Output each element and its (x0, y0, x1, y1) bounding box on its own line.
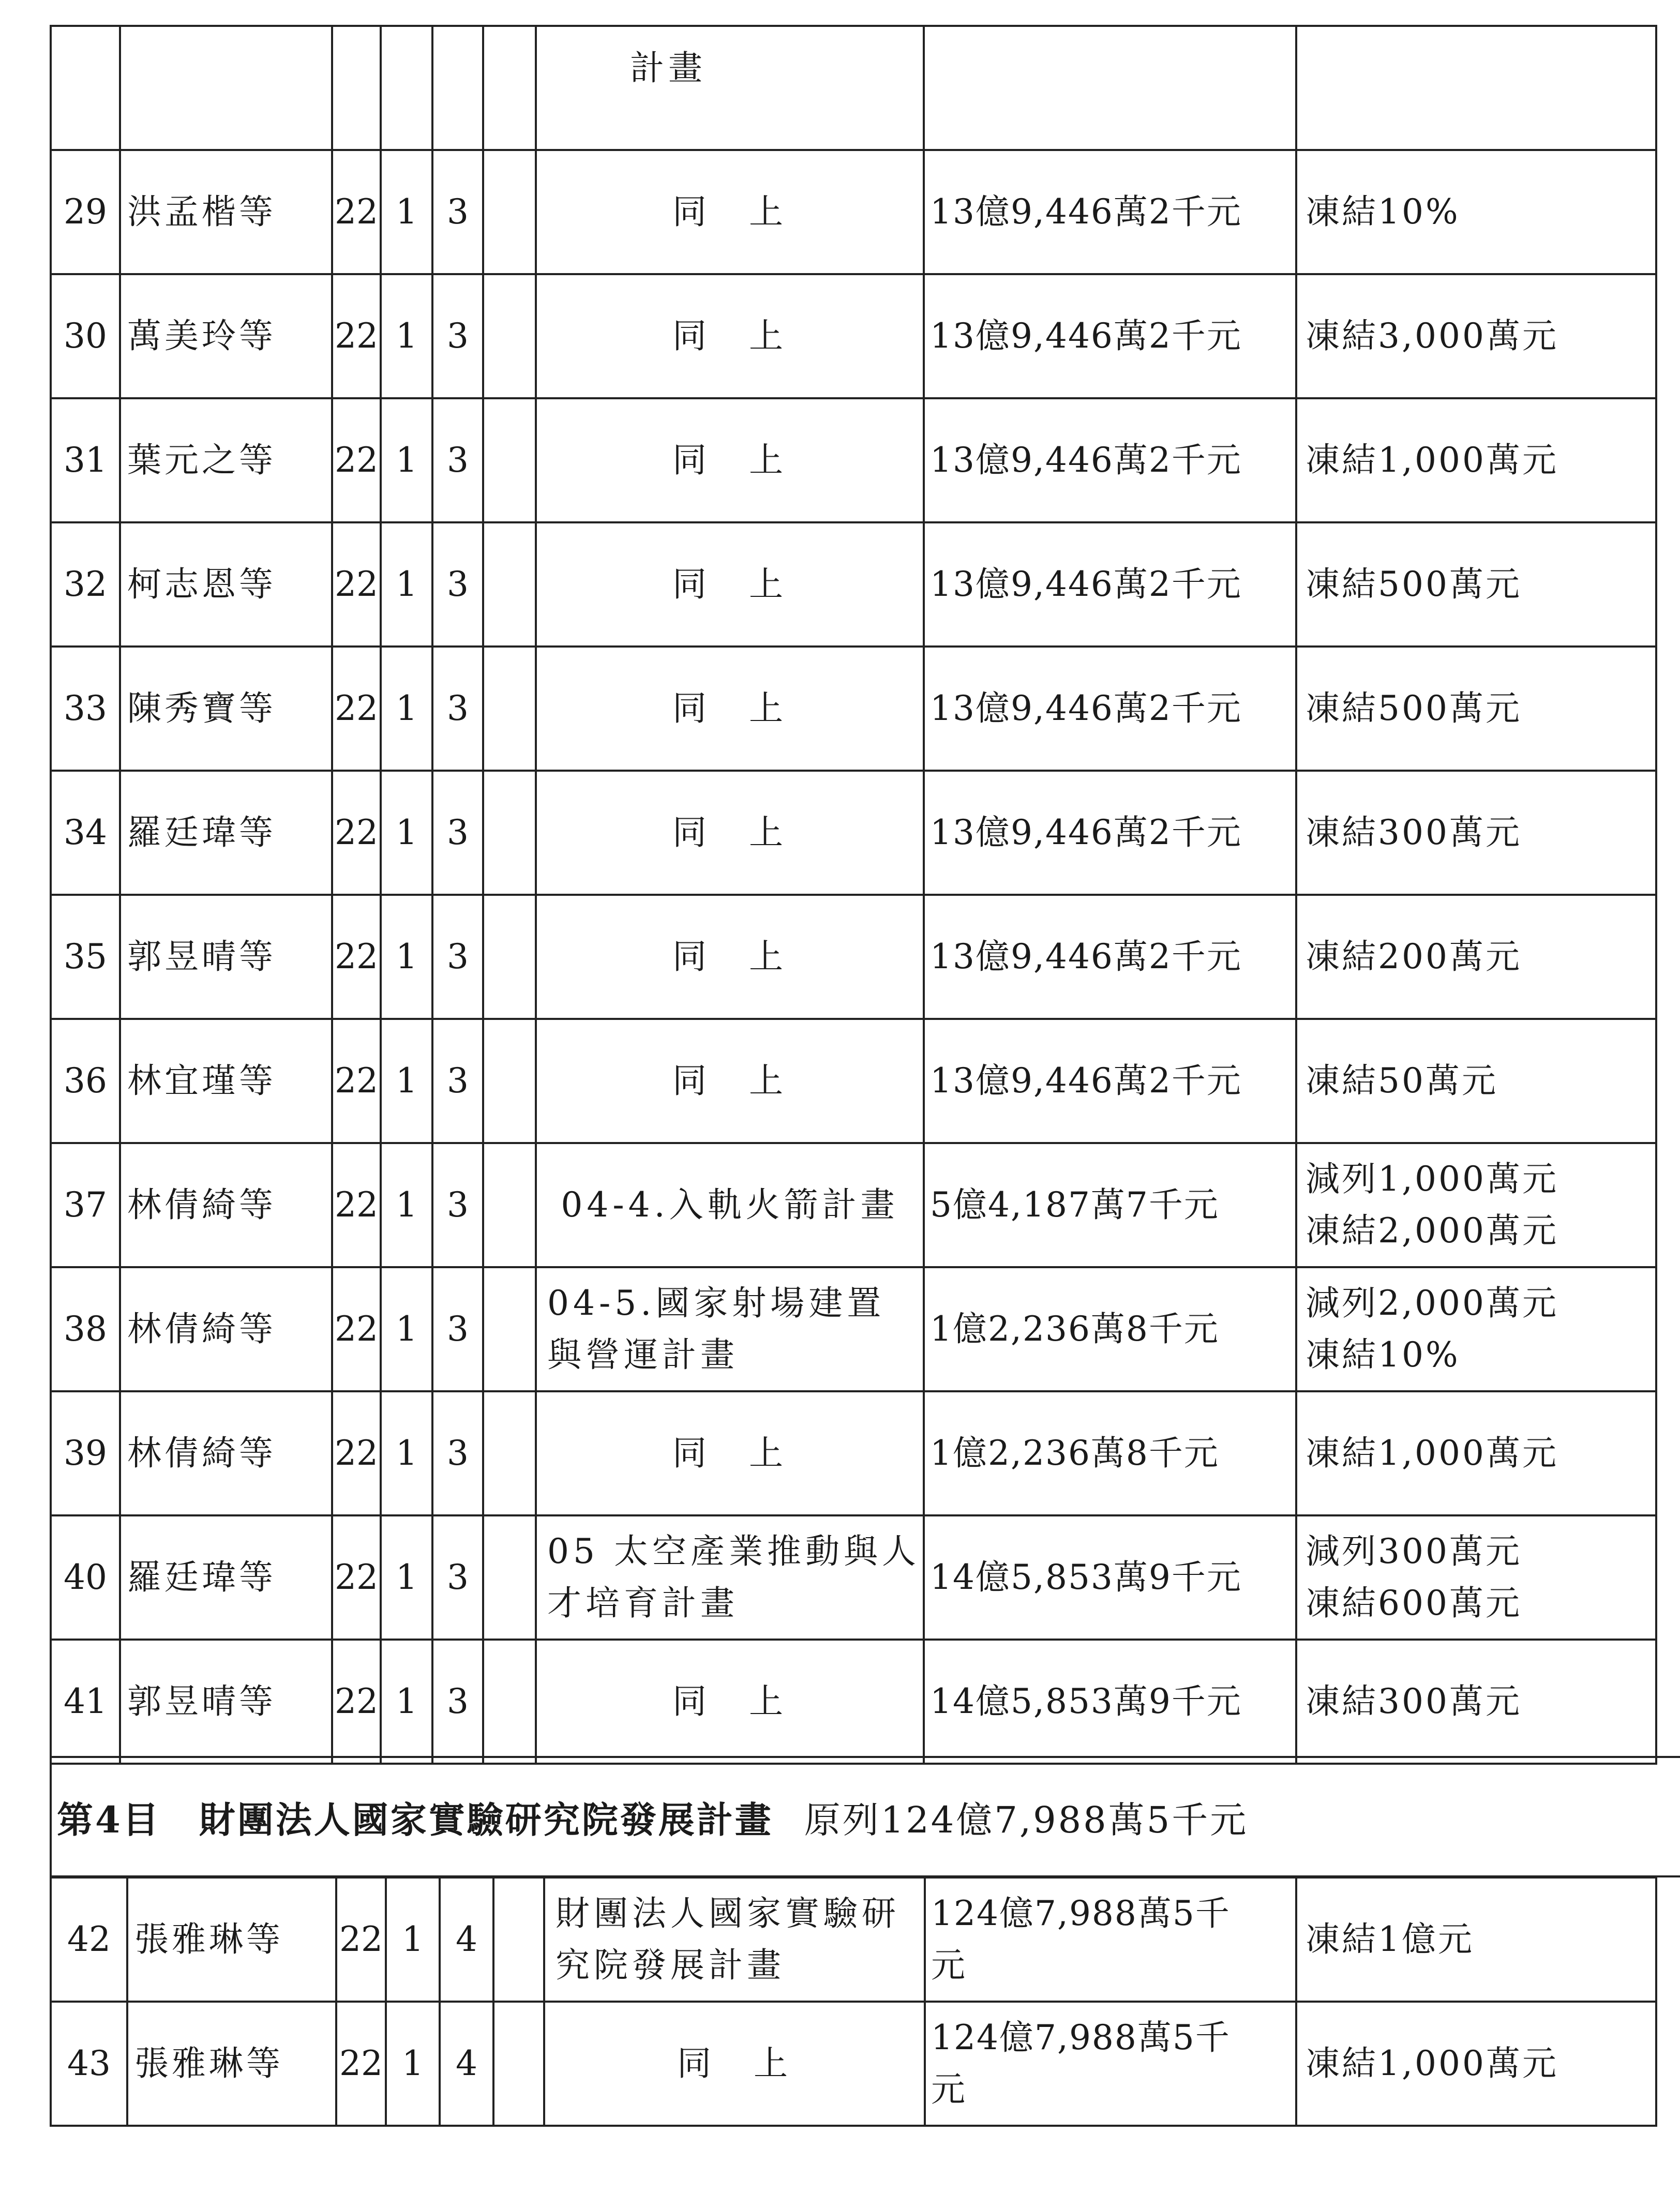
empty-cell-cell (483, 771, 536, 895)
resolution: 凍結300萬元 (1306, 813, 1522, 852)
resolution-cell (1296, 2002, 1656, 2126)
budget-amount: 13億9,446萬2千元 (930, 440, 1242, 480)
code-1: 22 (335, 192, 378, 232)
item-name: 04-5.國家射場建置 與營運計畫 (547, 1283, 886, 1375)
code-1-cell (332, 1143, 381, 1267)
code-1: 22 (335, 813, 378, 852)
budget-amount-cell (924, 1267, 1296, 1391)
resolution-cell (1296, 771, 1656, 895)
table-row (51, 2002, 1656, 2126)
proposer-name-cell (120, 1267, 332, 1391)
item-name-cell (536, 1640, 924, 1764)
proposer-name-cell (120, 771, 332, 895)
code-3: 3 (447, 564, 469, 604)
budget-amount-cell (925, 1877, 1296, 2002)
resolution: 凍結1億元 (1306, 1919, 1474, 1959)
code-3-cell (432, 1019, 483, 1143)
proposer-name: 陳秀寶等 (127, 688, 276, 728)
proposer-name: 羅廷瑋等 (127, 813, 276, 852)
resolution-cell (1296, 398, 1656, 522)
code-2-cell (381, 522, 432, 647)
proposer-name: 柯志恩等 (127, 564, 276, 604)
code-3-cell (432, 647, 483, 771)
code-1-cell (332, 1640, 381, 1764)
proposer-name-cell (120, 647, 332, 771)
item-name: 同 上 (672, 688, 787, 728)
proposer-name: 林倩綺等 (127, 1433, 276, 1473)
table-row (51, 1640, 1656, 1764)
row-number: 40 (64, 1557, 107, 1597)
code-3-cell (432, 1640, 483, 1764)
item-continuation-text: 計畫 (630, 48, 707, 88)
row-number: 38 (64, 1309, 107, 1349)
code-2-cell (381, 1391, 432, 1515)
budget-amount: 14億5,853萬9千元 (930, 1681, 1242, 1721)
empty-cell-cell (483, 895, 536, 1019)
item-name-cell (536, 522, 924, 647)
code-3-cell (432, 150, 483, 274)
code-2: 1 (402, 2043, 424, 2083)
proposer-name-cell (120, 150, 332, 274)
resolution: 凍結50萬元 (1306, 1061, 1498, 1101)
row-number-cell (51, 1143, 120, 1267)
budget-amount-cell (924, 1640, 1296, 1764)
table-row (51, 647, 1656, 771)
row-number: 33 (64, 688, 107, 728)
resolution: 凍結200萬元 (1306, 937, 1522, 976)
empty-cell-cell (483, 1515, 536, 1640)
item-name-cell (536, 1267, 924, 1391)
budget-amount-cell (924, 1515, 1296, 1640)
empty-cell-cell (483, 647, 536, 771)
table-row (51, 274, 1656, 398)
resolution-cell (1296, 274, 1656, 398)
proposer-name: 郭昱晴等 (127, 1681, 276, 1721)
section-original-amount: 原列124億7,988萬5千元 (804, 1799, 1249, 1841)
code-1: 22 (335, 688, 378, 728)
proposer-name-cell (120, 274, 332, 398)
table-row (51, 771, 1656, 895)
code-3: 3 (447, 316, 469, 356)
code-1: 22 (339, 1919, 383, 1959)
proposer-name: 羅廷瑋等 (127, 1557, 276, 1597)
resolution: 減列1,000萬元 凍結2,000萬元 (1306, 1159, 1558, 1251)
code-1-cell (336, 2002, 386, 2126)
code-2-cell (381, 1515, 432, 1640)
code-2: 1 (396, 688, 417, 728)
resolution: 凍結1,000萬元 (1306, 440, 1558, 480)
resolution: 減列2,000萬元 凍結10% (1306, 1283, 1558, 1375)
code-2-cell (381, 647, 432, 771)
budget-amount: 13億9,446萬2千元 (930, 192, 1242, 232)
row-number: 36 (64, 1061, 107, 1101)
row-number-cell (51, 1019, 120, 1143)
code-1: 22 (335, 1557, 378, 1597)
code-3-cell (432, 522, 483, 647)
code-3-cell (432, 398, 483, 522)
code-3-cell (432, 895, 483, 1019)
resolution-cell (1296, 1391, 1656, 1515)
budget-amount-cell (924, 274, 1296, 398)
empty-cell-cell (483, 398, 536, 522)
proposer-name: 郭昱晴等 (127, 937, 276, 976)
proposer-name-cell (120, 1019, 332, 1143)
row-number-cell (51, 1877, 127, 2002)
code-2-cell (386, 2002, 440, 2126)
row-number: 30 (64, 316, 107, 356)
code-1-cell (332, 1391, 381, 1515)
code-3: 3 (447, 1557, 469, 1597)
budget-amount: 13億9,446萬2千元 (930, 813, 1242, 852)
section-title: 第4目 財團法人國家實驗研究院發展計畫 (57, 1798, 773, 1841)
code-3-cell (440, 2002, 493, 2126)
code-2: 1 (396, 1185, 417, 1225)
item-name-cell (544, 1877, 925, 2002)
budget-amount-cell (924, 150, 1296, 274)
empty-cell-cell (483, 1019, 536, 1143)
budget-amount-cell (924, 1019, 1296, 1143)
budget-amount: 14億5,853萬9千元 (930, 1557, 1242, 1597)
code-1: 22 (335, 564, 378, 604)
code-1-cell (336, 1877, 386, 2002)
proposer-name: 洪孟楷等 (127, 192, 276, 232)
row-number: 35 (64, 937, 107, 976)
row-number-cell (51, 895, 120, 1019)
budget-amount: 1億2,236萬8千元 (930, 1309, 1219, 1349)
resolution-cell (1296, 1515, 1656, 1640)
code-2: 1 (396, 564, 417, 604)
resolution: 凍結500萬元 (1306, 564, 1522, 604)
item-name-cell (536, 895, 924, 1019)
item-name: 同 上 (672, 1061, 787, 1101)
code-3-cell (432, 1515, 483, 1640)
section-heading (57, 1794, 1248, 1846)
code-3: 3 (447, 813, 469, 852)
code-3-cell (432, 1267, 483, 1391)
proposer-name-cell (120, 398, 332, 522)
proposer-name-cell (120, 1143, 332, 1267)
budget-amount: 5億4,187萬7千元 (930, 1185, 1219, 1225)
code-3: 3 (447, 1433, 469, 1473)
row-number-cell (51, 1391, 120, 1515)
empty-cell-cell (483, 274, 536, 398)
item-name-cell (536, 398, 924, 522)
table-row (51, 895, 1656, 1019)
resolution: 凍結500萬元 (1306, 688, 1522, 728)
resolution-cell (1296, 150, 1656, 274)
item-name: 同 上 (672, 937, 787, 976)
resolution-cell (1296, 1267, 1656, 1391)
proposer-name: 林倩綺等 (127, 1185, 276, 1225)
code-1-cell (332, 1019, 381, 1143)
table-row (51, 398, 1656, 522)
code-3-cell (432, 274, 483, 398)
budget-amount: 13億9,446萬2千元 (930, 564, 1242, 604)
code-2-cell (381, 274, 432, 398)
item-name-cell (536, 1391, 924, 1515)
table-row (51, 1515, 1656, 1640)
proposer-name-cell (120, 522, 332, 647)
code-2: 1 (396, 1309, 417, 1349)
item-name: 同 上 (672, 813, 787, 852)
code-2: 1 (396, 1681, 417, 1721)
budget-amount-cell (924, 522, 1296, 647)
code-2: 1 (396, 316, 417, 356)
budget-amount-cell (925, 2002, 1296, 2126)
proposer-name: 林倩綺等 (127, 1309, 276, 1349)
row-number-cell (51, 647, 120, 771)
item-name: 04-4.入軌火箭計畫 (561, 1185, 899, 1225)
item-name: 財團法人國家實驗研 究院發展計畫 (556, 1894, 900, 1985)
code-1-cell (332, 398, 381, 522)
proposer-name-cell (120, 895, 332, 1019)
code-2-cell (381, 1019, 432, 1143)
code-1: 22 (335, 937, 378, 976)
row-number: 43 (67, 2043, 111, 2083)
code-3: 3 (447, 1185, 469, 1225)
row-number: 42 (67, 1919, 111, 1959)
item-name-cell (536, 771, 924, 895)
row-number: 37 (64, 1185, 107, 1225)
item-name-cell (544, 2002, 925, 2126)
table-row-continuation (51, 26, 1656, 150)
code-2: 1 (396, 440, 417, 480)
budget-amount: 13億9,446萬2千元 (930, 937, 1242, 976)
budget-amount: 124億7,988萬5千 元 (931, 1894, 1231, 1985)
item-name: 同 上 (677, 2043, 792, 2083)
item-name-cell (536, 1143, 924, 1267)
item-name: 05 太空產業推動與人 才培育計畫 (547, 1531, 920, 1623)
proposer-name-cell (120, 1515, 332, 1640)
code-2: 1 (396, 1433, 417, 1473)
proposer-name-cell (127, 1877, 336, 2002)
item-name: 同 上 (672, 192, 787, 232)
code-1: 22 (335, 1681, 378, 1721)
code-3-cell (432, 1391, 483, 1515)
code-2-cell (381, 150, 432, 274)
budget-amount-cell (924, 895, 1296, 1019)
code-3: 3 (447, 1681, 469, 1721)
row-number-cell (51, 1515, 120, 1640)
code-1-cell (332, 895, 381, 1019)
table-row (51, 1143, 1656, 1267)
table-row (51, 1877, 1656, 2002)
row-number: 34 (64, 813, 107, 852)
empty-cell-cell (483, 1640, 536, 1764)
resolution: 凍結300萬元 (1306, 1681, 1522, 1721)
proposer-name: 張雅琳等 (134, 2043, 283, 2083)
code-3-cell (432, 1143, 483, 1267)
proposer-name-cell (120, 1640, 332, 1764)
code-2: 1 (396, 813, 417, 852)
budget-amount-cell (924, 771, 1296, 895)
resolution: 減列300萬元 凍結600萬元 (1306, 1531, 1522, 1623)
resolution-cell (1296, 522, 1656, 647)
proposer-name: 萬美玲等 (127, 316, 276, 356)
budget-amount-cell (924, 1143, 1296, 1267)
proposer-name: 林宜瑾等 (127, 1061, 276, 1101)
code-3: 3 (447, 688, 469, 728)
code-1: 22 (335, 440, 378, 480)
empty-cell-cell (493, 2002, 544, 2126)
code-1-cell (332, 522, 381, 647)
code-3-cell (440, 1877, 493, 2002)
code-2-cell (381, 398, 432, 522)
item-name-cell (536, 1515, 924, 1640)
code-3: 4 (456, 2043, 477, 2083)
table-row (51, 1267, 1656, 1391)
empty-cell-cell (483, 1143, 536, 1267)
code-1-cell (332, 1267, 381, 1391)
code-2-cell (386, 1877, 440, 2002)
code-1-cell (332, 647, 381, 771)
row-number-cell (51, 1267, 120, 1391)
empty-cell-cell (493, 1877, 544, 2002)
item-name: 同 上 (672, 564, 787, 604)
proposer-name: 葉元之等 (127, 440, 276, 480)
resolution-cell (1296, 1640, 1656, 1764)
budget-amount: 13億9,446萬2千元 (930, 1061, 1242, 1101)
code-3: 3 (447, 1061, 469, 1101)
code-1-cell (332, 274, 381, 398)
code-1-cell (332, 1515, 381, 1640)
code-2-cell (381, 1267, 432, 1391)
code-1: 22 (339, 2043, 383, 2083)
item-name: 同 上 (672, 1433, 787, 1473)
row-number: 41 (64, 1681, 107, 1721)
code-3: 3 (447, 192, 469, 232)
code-1: 22 (335, 1309, 378, 1349)
code-3: 3 (447, 937, 469, 976)
budget-table-upper (50, 25, 1657, 1765)
code-3: 4 (456, 1919, 477, 1959)
section-heading-band (50, 1756, 1680, 1877)
resolution-cell (1296, 895, 1656, 1019)
code-2-cell (381, 1640, 432, 1764)
budget-amount-cell (924, 647, 1296, 771)
budget-amount-cell (924, 398, 1296, 522)
budget-amount: 1億2,236萬8千元 (930, 1433, 1219, 1473)
code-2-cell (381, 895, 432, 1019)
empty-cell-cell (483, 1267, 536, 1391)
row-number-cell (51, 522, 120, 647)
row-number-cell (51, 274, 120, 398)
item-name: 同 上 (672, 440, 787, 480)
row-number: 29 (64, 192, 107, 232)
table-row (51, 522, 1656, 647)
proposer-name-cell (127, 2002, 336, 2126)
budget-amount: 13億9,446萬2千元 (930, 688, 1242, 728)
code-3: 3 (447, 1309, 469, 1349)
row-number-cell (51, 1640, 120, 1764)
code-1: 22 (335, 1061, 378, 1101)
table-row (51, 1019, 1656, 1143)
row-number-cell (51, 771, 120, 895)
item-cell (536, 26, 924, 150)
code-2: 1 (396, 192, 417, 232)
resolution: 凍結3,000萬元 (1306, 316, 1558, 356)
item-name: 同 上 (672, 316, 787, 356)
code-3-cell (432, 771, 483, 895)
code-1: 22 (335, 316, 378, 356)
row-number: 31 (64, 440, 107, 480)
row-number-cell (51, 398, 120, 522)
resolution-cell (1296, 1877, 1656, 2002)
budget-table-lower (50, 1876, 1657, 2127)
code-2: 1 (396, 1557, 417, 1597)
resolution: 凍結1,000萬元 (1306, 2043, 1558, 2083)
row-number: 39 (64, 1433, 107, 1473)
resolution-cell (1296, 1019, 1656, 1143)
table-row (51, 1391, 1656, 1515)
budget-amount-cell (924, 1391, 1296, 1515)
item-name-cell (536, 274, 924, 398)
proposer-name-cell (120, 1391, 332, 1515)
code-2-cell (381, 771, 432, 895)
code-1-cell (332, 150, 381, 274)
item-name-cell (536, 150, 924, 274)
budget-amount: 124億7,988萬5千 元 (931, 2018, 1231, 2109)
code-2: 1 (396, 1061, 417, 1101)
proposer-name: 張雅琳等 (134, 1919, 283, 1959)
empty-cell-cell (483, 150, 536, 274)
item-name-cell (536, 647, 924, 771)
code-1: 22 (335, 1433, 378, 1473)
empty-cell-cell (483, 1391, 536, 1515)
item-name-cell (536, 1019, 924, 1143)
code-2-cell (381, 1143, 432, 1267)
table-row (51, 150, 1656, 274)
code-1-cell (332, 771, 381, 895)
row-number-cell (51, 2002, 127, 2126)
code-3: 3 (447, 440, 469, 480)
empty-cell-cell (483, 522, 536, 647)
code-1: 22 (335, 1185, 378, 1225)
resolution: 凍結1,000萬元 (1306, 1433, 1558, 1473)
code-2: 1 (396, 937, 417, 976)
row-number-cell (51, 150, 120, 274)
resolution: 凍結10% (1306, 192, 1460, 232)
code-2: 1 (402, 1919, 424, 1959)
budget-amount: 13億9,446萬2千元 (930, 316, 1242, 356)
item-name: 同 上 (672, 1681, 787, 1721)
resolution-cell (1296, 647, 1656, 771)
resolution-cell (1296, 1143, 1656, 1267)
row-number: 32 (64, 564, 107, 604)
